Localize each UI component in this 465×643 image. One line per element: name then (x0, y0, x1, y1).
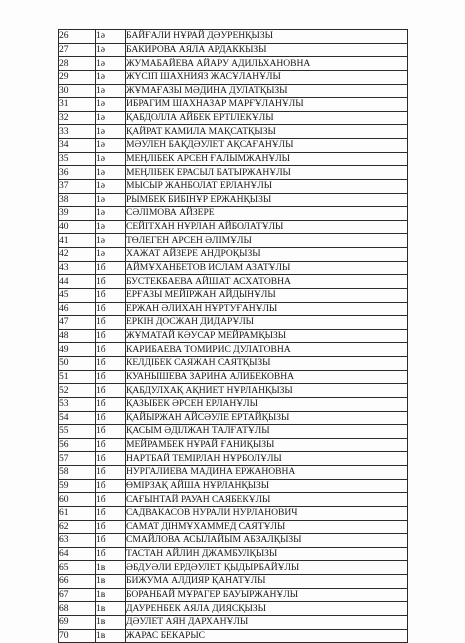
row-number-cell: 53 (59, 397, 96, 411)
row-number-cell: 69 (59, 615, 96, 629)
table-row (59, 70, 408, 84)
row-number-cell: 50 (59, 357, 96, 371)
class-cell: 1в (96, 629, 126, 643)
row-number-cell: 65 (59, 561, 96, 575)
student-name-cell: ҚАБДУЛХАҚ АҚНИЕТ НҰРЛАНҚЫЗЫ (126, 384, 408, 398)
class-cell: 1ә (96, 152, 126, 166)
class-cell: 1б (96, 534, 126, 548)
class-cell: 1в (96, 602, 126, 616)
table-row (59, 588, 408, 602)
row-number-cell: 40 (59, 220, 96, 234)
class-cell: 1ә (96, 111, 126, 125)
student-name-cell: КЕЛДІБЕК САЯЖАН САЯТҚЫЗЫ (126, 357, 408, 371)
class-cell: 1ә (96, 166, 126, 180)
student-name-cell: БАЙҒАЛИ НҰРАЙ ДӘУРЕНҚЫЗЫ (126, 30, 408, 44)
table-row (59, 288, 408, 302)
table-row (59, 534, 408, 548)
row-number-cell: 70 (59, 629, 96, 643)
table-row (59, 139, 408, 153)
student-name-cell: СЕЙІТХАН НҰРЛАН АЙБОЛАТҰЛЫ (126, 220, 408, 234)
student-name-cell: МЕҢЛІБЕК ЕРАСЫЛ БАТЫРЖАНҰЛЫ (126, 166, 408, 180)
table-row (59, 207, 408, 221)
student-name-cell: АЙМҰХАНБЕТОВ ИСЛАМ АЗАТҰЛЫ (126, 261, 408, 275)
row-number-cell: 57 (59, 452, 96, 466)
student-name-cell: БОРАНБАЙ МҰРАГЕР БАУЫРЖАНҰЛЫ (126, 588, 408, 602)
class-cell: 1ә (96, 248, 126, 262)
class-cell: 1б (96, 493, 126, 507)
student-name-cell: ӨМІРЗАҚ АЙША НҰРЛАНҚЫЗЫ (126, 479, 408, 493)
row-number-cell: 38 (59, 193, 96, 207)
class-cell: 1б (96, 479, 126, 493)
table-row (59, 57, 408, 71)
class-cell: 1б (96, 288, 126, 302)
student-name-cell: ИБРАГИМ ШАХНАЗАР МАРҒҰЛАНҰЛЫ (126, 98, 408, 112)
table-row (59, 43, 408, 57)
class-cell: 1б (96, 547, 126, 561)
row-number-cell: 55 (59, 425, 96, 439)
student-name-cell: ТӨЛЕГЕН АРСЕН ӘЛІМҰЛЫ (126, 234, 408, 248)
table-row (59, 111, 408, 125)
table-row (59, 397, 408, 411)
table-row (59, 452, 408, 466)
class-cell: 1б (96, 370, 126, 384)
table-row (59, 220, 408, 234)
student-name-cell: ЕРКІН ДОСЖАН ДИДАРҰЛЫ (126, 316, 408, 330)
table-row (59, 615, 408, 629)
row-number-cell: 49 (59, 343, 96, 357)
table-row (59, 30, 408, 44)
student-name-cell: ЖҮСІП ШАХНИЯЗ ЖАСҰЛАНҰЛЫ (126, 70, 408, 84)
table-row (59, 629, 408, 643)
student-name-cell: ҚАСЫМ ӘДІЛЖАН ТАЛҒАТҰЛЫ (126, 425, 408, 439)
table-row (59, 547, 408, 561)
student-name-cell: РЫМБЕК БИБІНҰР ЕРЖАНҚЫЗЫ (126, 193, 408, 207)
table-row (59, 166, 408, 180)
class-cell: 1б (96, 343, 126, 357)
student-name-cell: СМАЙЛОВА АСЫЛАЙЫМ АБЗАЛҚЫЗЫ (126, 534, 408, 548)
class-cell: 1в (96, 575, 126, 589)
class-cell: 1в (96, 588, 126, 602)
class-cell: 1ә (96, 234, 126, 248)
class-cell: 1ә (96, 98, 126, 112)
class-cell: 1ә (96, 43, 126, 57)
row-number-cell: 35 (59, 152, 96, 166)
class-cell: 1ә (96, 30, 126, 44)
table-row (59, 248, 408, 262)
row-number-cell: 59 (59, 479, 96, 493)
row-number-cell: 62 (59, 520, 96, 534)
row-number-cell: 33 (59, 125, 96, 139)
table-row (59, 343, 408, 357)
class-cell: 1ә (96, 207, 126, 221)
student-name-cell: ҚАЙРАТ КАМИЛА МАҚСАТҚЫЗЫ (126, 125, 408, 139)
table-row (59, 411, 408, 425)
table-row (59, 370, 408, 384)
student-name-cell: КУАНЫШЕВА ЗАРИНА АЛИБЕКОВНА (126, 370, 408, 384)
class-cell: 1б (96, 302, 126, 316)
row-number-cell: 36 (59, 166, 96, 180)
class-cell: 1ә (96, 193, 126, 207)
roster-table-body (59, 30, 408, 643)
row-number-cell: 52 (59, 384, 96, 398)
class-cell: 1б (96, 411, 126, 425)
row-number-cell: 66 (59, 575, 96, 589)
class-cell: 1б (96, 316, 126, 330)
row-number-cell: 63 (59, 534, 96, 548)
class-cell: 1ә (96, 139, 126, 153)
row-number-cell: 64 (59, 547, 96, 561)
student-name-cell: МЫСЫР ЖАНБОЛАТ ЕРЛАНҰЛЫ (126, 179, 408, 193)
table-row (59, 561, 408, 575)
table-row (59, 234, 408, 248)
table-row (59, 193, 408, 207)
class-cell: 1в (96, 615, 126, 629)
row-number-cell: 41 (59, 234, 96, 248)
table-row (59, 179, 408, 193)
class-cell: 1б (96, 384, 126, 398)
row-number-cell: 45 (59, 288, 96, 302)
row-number-cell: 37 (59, 179, 96, 193)
table-row (59, 384, 408, 398)
student-roster-table (58, 29, 408, 643)
row-number-cell: 58 (59, 466, 96, 480)
row-number-cell: 51 (59, 370, 96, 384)
student-name-cell: САДВАКАСОВ НУРАЛИ НУРЛАНОВИЧ (126, 506, 408, 520)
row-number-cell: 43 (59, 261, 96, 275)
class-cell: 1б (96, 466, 126, 480)
row-number-cell: 54 (59, 411, 96, 425)
class-cell: 1б (96, 452, 126, 466)
student-name-cell: БУСТЕКБАЕВА АЙШАТ АСХАТОВНА (126, 275, 408, 289)
table-row (59, 125, 408, 139)
row-number-cell: 27 (59, 43, 96, 57)
table-row (59, 479, 408, 493)
student-name-cell: САҒЫНТАЙ РАУАН САЯБЕКҰЛЫ (126, 493, 408, 507)
table-row (59, 602, 408, 616)
row-number-cell: 48 (59, 329, 96, 343)
student-name-cell: МЕЙРАМБЕК НҰРАЙ ҒАНИҚЫЗЫ (126, 438, 408, 452)
student-name-cell: НАРТБАЙ ТЕМІРЛАН НҰРБОЛҰЛЫ (126, 452, 408, 466)
student-name-cell: ҚАБДОЛЛА АЙБЕК ЕРТІЛЕКҰЛЫ (126, 111, 408, 125)
class-cell: 1ә (96, 70, 126, 84)
row-number-cell: 56 (59, 438, 96, 452)
student-name-cell: ЖҰМАҒАЗЫ МӘДИНА ДУЛАТҚЫЗЫ (126, 84, 408, 98)
table-row (59, 575, 408, 589)
table-row (59, 493, 408, 507)
table-row (59, 506, 408, 520)
table-row (59, 425, 408, 439)
row-number-cell: 30 (59, 84, 96, 98)
row-number-cell: 46 (59, 302, 96, 316)
class-cell: 1б (96, 397, 126, 411)
row-number-cell: 31 (59, 98, 96, 112)
class-cell: 1ә (96, 84, 126, 98)
row-number-cell: 28 (59, 57, 96, 71)
student-name-cell: МӘУЛЕН БАҚДӘУЛЕТ АҚСАҒАНҰЛЫ (126, 139, 408, 153)
student-name-cell: ӘБДУӘЛИ ЕРДӘУЛЕТ ҚЫДЫРБАЙҰЛЫ (126, 561, 408, 575)
student-name-cell: СӘЛІМОВА АЙЗЕРЕ (126, 207, 408, 221)
student-name-cell: ЖҰМАТАЙ КӘУСАР МЕЙРАМҚЫЗЫ (126, 329, 408, 343)
student-name-cell: ТАСТАН АЙЛИН ДЖАМБУЛҚЫЗЫ (126, 547, 408, 561)
student-name-cell: ҚАЙЫРЖАН АЙСӘУЛЕ ЕРТАЙҚЫЗЫ (126, 411, 408, 425)
table-row (59, 466, 408, 480)
class-cell: 1б (96, 520, 126, 534)
student-name-cell: ЕРҒАЗЫ МЕЙІРЖАН АЙДЫНҰЛЫ (126, 288, 408, 302)
class-cell: 1ә (96, 57, 126, 71)
table-row (59, 316, 408, 330)
row-number-cell: 60 (59, 493, 96, 507)
student-name-cell: ЖУМАБАЙЕВА АЙАРУ АДИЛЬХАНОВНА (126, 57, 408, 71)
table-row (59, 357, 408, 371)
row-number-cell: 68 (59, 602, 96, 616)
student-name-cell: САМАТ ДІНМҰХАММЕД САЯТҰЛЫ (126, 520, 408, 534)
table-row (59, 98, 408, 112)
class-cell: 1ә (96, 179, 126, 193)
class-cell: 1б (96, 438, 126, 452)
class-cell: 1ә (96, 220, 126, 234)
student-name-cell: ЖАРАС БЕКАРЫС (126, 629, 408, 643)
row-number-cell: 67 (59, 588, 96, 602)
row-number-cell: 44 (59, 275, 96, 289)
class-cell: 1б (96, 261, 126, 275)
row-number-cell: 61 (59, 506, 96, 520)
class-cell: 1б (96, 506, 126, 520)
student-name-cell: ҚАЗЫБЕК ӘРСЕН ЕРЛАНҰЛЫ (126, 397, 408, 411)
student-name-cell: ДАУРЕНБЕК АЯЛА ДИЯСҚЫЗЫ (126, 602, 408, 616)
row-number-cell: 34 (59, 139, 96, 153)
student-name-cell: МЕҢЛІБЕК АРСЕН ҒАЛЫМЖАНҰЛЫ (126, 152, 408, 166)
student-name-cell: ДӘУЛЕТ АЯН ДАРХАНҰЛЫ (126, 615, 408, 629)
table-row (59, 275, 408, 289)
student-name-cell: КАРИБАЕВА ТОМИРИС ДУЛАТОВНА (126, 343, 408, 357)
row-number-cell: 47 (59, 316, 96, 330)
table-row (59, 84, 408, 98)
table-row (59, 261, 408, 275)
table-row (59, 329, 408, 343)
student-name-cell: ЕРЖАН ӘЛИХАН НҰРТУҒАНҰЛЫ (126, 302, 408, 316)
row-number-cell: 29 (59, 70, 96, 84)
class-cell: 1б (96, 329, 126, 343)
table-row (59, 302, 408, 316)
student-name-cell: НУРГАЛИЕВА МАДИНА ЕРЖАНОВНА (126, 466, 408, 480)
student-name-cell: ХАЖАТ АЙЗЕРЕ АНДРОҚЫЗЫ (126, 248, 408, 262)
student-name-cell: БИЖУМА АЛДИЯР ҚАНАТҰЛЫ (126, 575, 408, 589)
table-row (59, 438, 408, 452)
row-number-cell: 26 (59, 30, 96, 44)
class-cell: 1б (96, 425, 126, 439)
student-name-cell: БАКИРОВА АЯЛА АРДАККЫЗЫ (126, 43, 408, 57)
class-cell: 1в (96, 561, 126, 575)
class-cell: 1б (96, 275, 126, 289)
row-number-cell: 32 (59, 111, 96, 125)
row-number-cell: 42 (59, 248, 96, 262)
row-number-cell: 39 (59, 207, 96, 221)
table-row (59, 152, 408, 166)
class-cell: 1ә (96, 125, 126, 139)
class-cell: 1б (96, 357, 126, 371)
table-row (59, 520, 408, 534)
